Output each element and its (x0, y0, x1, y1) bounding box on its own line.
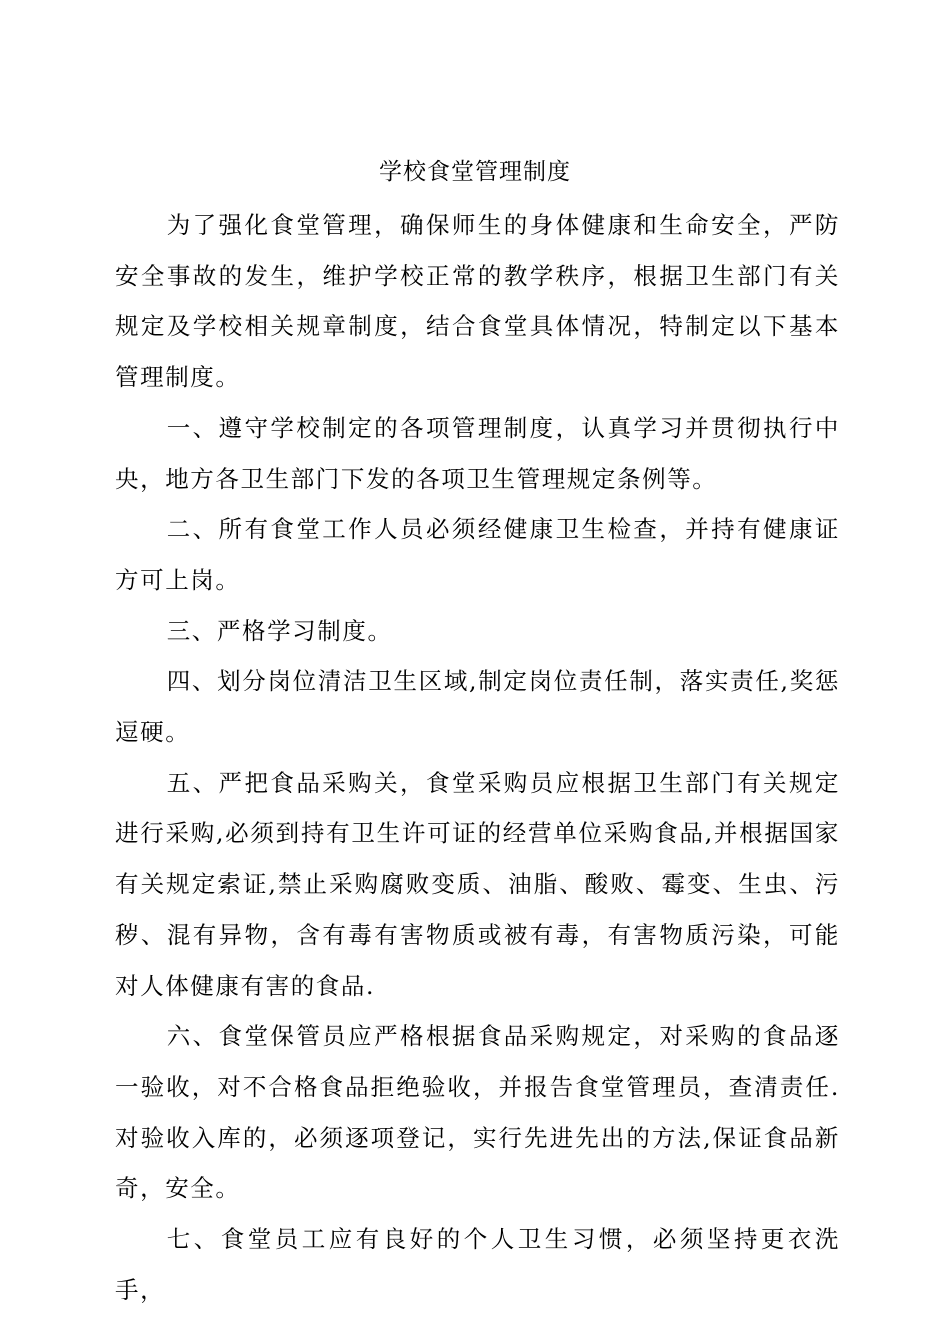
clause-7-paragraph: 七、食堂员工应有良好的个人卫生习惯，必须坚持更衣洗手， (115, 1225, 840, 1304)
clause-5-paragraph: 五、严把食品采购关，食堂采购员应根据卫生部门有关规定进行采购,必须到持有卫生许可证的经营单位采购食品,并根据国家有关规定索证,禁止采购腐败变质、油脂、酸败、霉变、生虫、污秽、混有异物，含有毒有害物质或被有毒，有害物质污染，可能对人体健康有害的食品. (115, 768, 840, 1000)
clause-3-paragraph: 三、严格学习制度。 (166, 616, 393, 645)
clause-6-paragraph: 六、食堂保管员应严格根据食品采购规定，对采购的食品逐一验收，对不合格食品拒绝验收，并报告食堂管理员，查清责任.对验收入库的，必须逐项登记，实行先进先出的方法,保证食品新奇，安全。 (115, 1022, 840, 1203)
clause-1-paragraph: 一、遵守学校制定的各项管理制度，认真学习并贯彻执行中央，地方各卫生部门下发的各项卫生管理规定条例等。 (115, 413, 840, 493)
clause-4-paragraph: 四、划分岗位清洁卫生区域,制定岗位责任制，落实责任,奖惩逗硬。 (115, 667, 840, 747)
intro-paragraph: 为了强化食堂管理，确保师生的身体健康和生命安全，严防安全事故的发生，维护学校正常的教学秩序，根据卫生部门有关规定及学校相关规章制度，结合食堂具体情况，特制定以下基本管理制度。 (115, 211, 840, 392)
clause-2-paragraph: 二、所有食堂工作人员必须经健康卫生检查，并持有健康证方可上岗。 (115, 515, 840, 594)
document-body (115, 200, 840, 1315)
document-title: 学校食堂管理制度 (379, 159, 571, 185)
